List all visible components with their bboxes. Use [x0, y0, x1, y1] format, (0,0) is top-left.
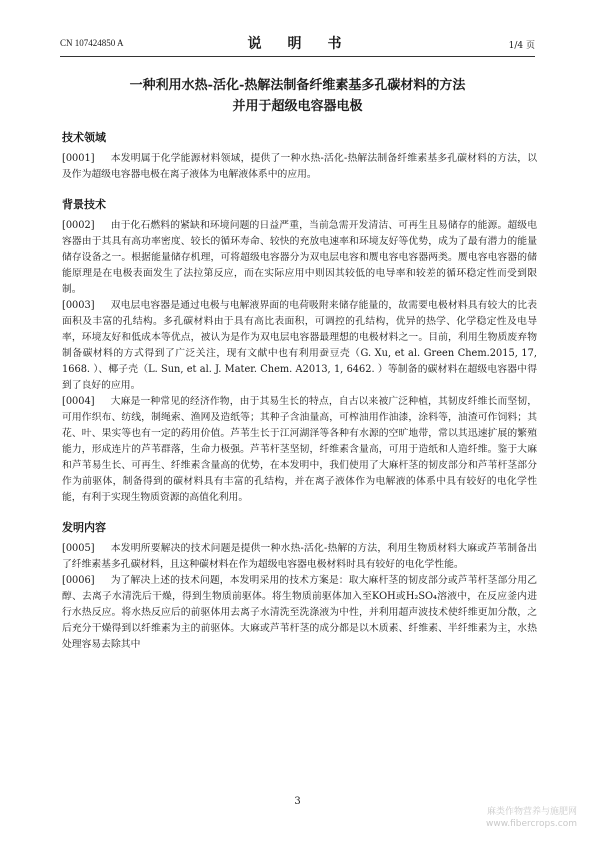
page-header: [60, 33, 535, 53]
paragraph-number: [0003]: [62, 300, 95, 311]
paragraph-number: [0001]: [62, 153, 95, 164]
page-count: 1/4 页: [508, 41, 535, 51]
paragraph-text: 大麻是一种常见的经济作物，由于其易生长的特点，自古以来被广泛种植，其韧皮纤维长而坚韧，可用作织布、纺线，制绳索、渔网及造纸等；其种子含油量高，可榨油用作油漆，涂料等，油渣可作饲料；其花、叶、果实等也有一定的药用价值。芦苇生长于江河湖泽等各种有水源的空旷地带，常以其迅速扩展的繁殖能力，形成连片的芦苇群落，生命力极强。芦苇杆茎坚韧，纤维素含量高，可用于造纸和人造纤维。鉴于大麻和芦苇易生长、可再生、纤维素含量高的优势，在本发明中，我们使用了大麻杆茎的韧皮部分和芦苇杆茎部分作为前驱体，制备得到的碳材料具有丰富的孔结构，并在离子液体作为电解液的体系中具有较好的电化学性能，有利于实现生物质资源的高值化利用。: [62, 396, 537, 503]
section-heading: 技术领域: [62, 131, 106, 144]
paragraph: [62, 394, 537, 506]
paragraph: [62, 541, 537, 573]
paragraph-number: [0004]: [62, 396, 95, 407]
paragraph-text: 由于化石燃料的紧缺和环境问题的日益严重，当前急需开发清洁、可再生且易储存的能源。超级电容器由于其具有高功率密度、较长的循环寿命、较快的充放电速率和环境友好等优势，成为了最有潜力的能量储存设备之一。根据能量储存机理，可将超级电容器分为双电层电容和赝电容电容器两类。赝电容电容器的储能原理是在电极表面发生了法拉第反应，而在实际应用中则因其较低的电导率和较差的循环稳定性而受到限制。: [62, 220, 537, 295]
watermark-url: www.fibercrops.com: [486, 819, 577, 829]
paragraph-text: 为了解决上述的技术问题，本发明采用的技术方案是：取大麻杆茎的韧皮部分或芦苇杆茎部分用乙醇、去离子水清洗后干燥，得到生物质前驱体。将生物质前驱体加入至KOH或H₂SO₄溶液中，在反应釜内进行水热反应。将水热反应后的前驱体用去离子水清洗至洗涤液为中性，并利用超声波技术使纤维更加分散，之后充分干燥得到以纤维素为主的前驱体。大麻或芦苇杆茎的成分都是以木质素、纤维素、半纤维素为主，水热处理容易去除其中: [62, 575, 537, 650]
paragraph: [62, 218, 537, 298]
paragraph-text: 本发明所要解决的技术问题是提供一种水热-活化-热解的方法，利用生物质材料大麻或芦苇制备出了纤维素基多孔碳材料，且这种碳材料在作为超级电容器电极材料时具有较好的电化学性能。: [62, 543, 537, 570]
patent-number: CN 107424850 A: [60, 38, 124, 48]
paragraph-number: [0005]: [62, 543, 95, 554]
section-heading: 背景技术: [62, 198, 106, 211]
page-number: 3: [294, 796, 301, 807]
paragraph-text: 双电层电容器是通过电极与电解液界面的电荷吸附来储存能量的，故需要电极材料具有较大的比表面积及丰富的孔结构。多孔碳材料由于具有高比表面积，可调控的孔结构，优异的热学、化学稳定性及电导率，环境友好和低成本等优点，被认为是作为双电层电容器最理想的电极材料之一。目前，利用生物质废弃物制备碳材料的方式得到了广泛关注，现有文献中也有利用蚕豆壳（G. Xu, et al. Green Chem.2015, 17, 1668. ）、椰子壳（L. Sun, et al. J. Mater. Chem. A2013, 1, 6462. ）等制备的碳材料在超级电容器中得到了良好的应用。: [62, 300, 537, 391]
header-divider: [60, 56, 535, 57]
watermark: [442, 804, 577, 834]
paragraph-number: [0006]: [62, 575, 95, 586]
watermark-text: 麻类作物营养与施肥网: [486, 807, 577, 817]
document-body: [62, 130, 537, 653]
section-gap: [62, 506, 537, 520]
document-title: [60, 75, 535, 117]
paragraph-text: 本发明属于化学能源材料领域，提供了一种水热-活化-热解法制备纤维素基多孔碳材料的方法，以及作为超级电容器电极在离子液体为电解液体系中的应用。: [62, 153, 537, 180]
title-line-2: 并用于超级电容器电极: [232, 99, 363, 114]
paragraph-number: [0002]: [62, 220, 95, 231]
paragraph: [62, 573, 537, 653]
section-heading: 发明内容: [62, 521, 106, 534]
paragraph: [62, 298, 537, 394]
document-type-title: 说 明 书: [247, 36, 348, 52]
title-line-1: 一种利用水热-活化-热解法制备纤维素基多孔碳材料的方法: [129, 78, 466, 93]
section-gap: [62, 183, 537, 197]
paragraph: [62, 151, 537, 183]
